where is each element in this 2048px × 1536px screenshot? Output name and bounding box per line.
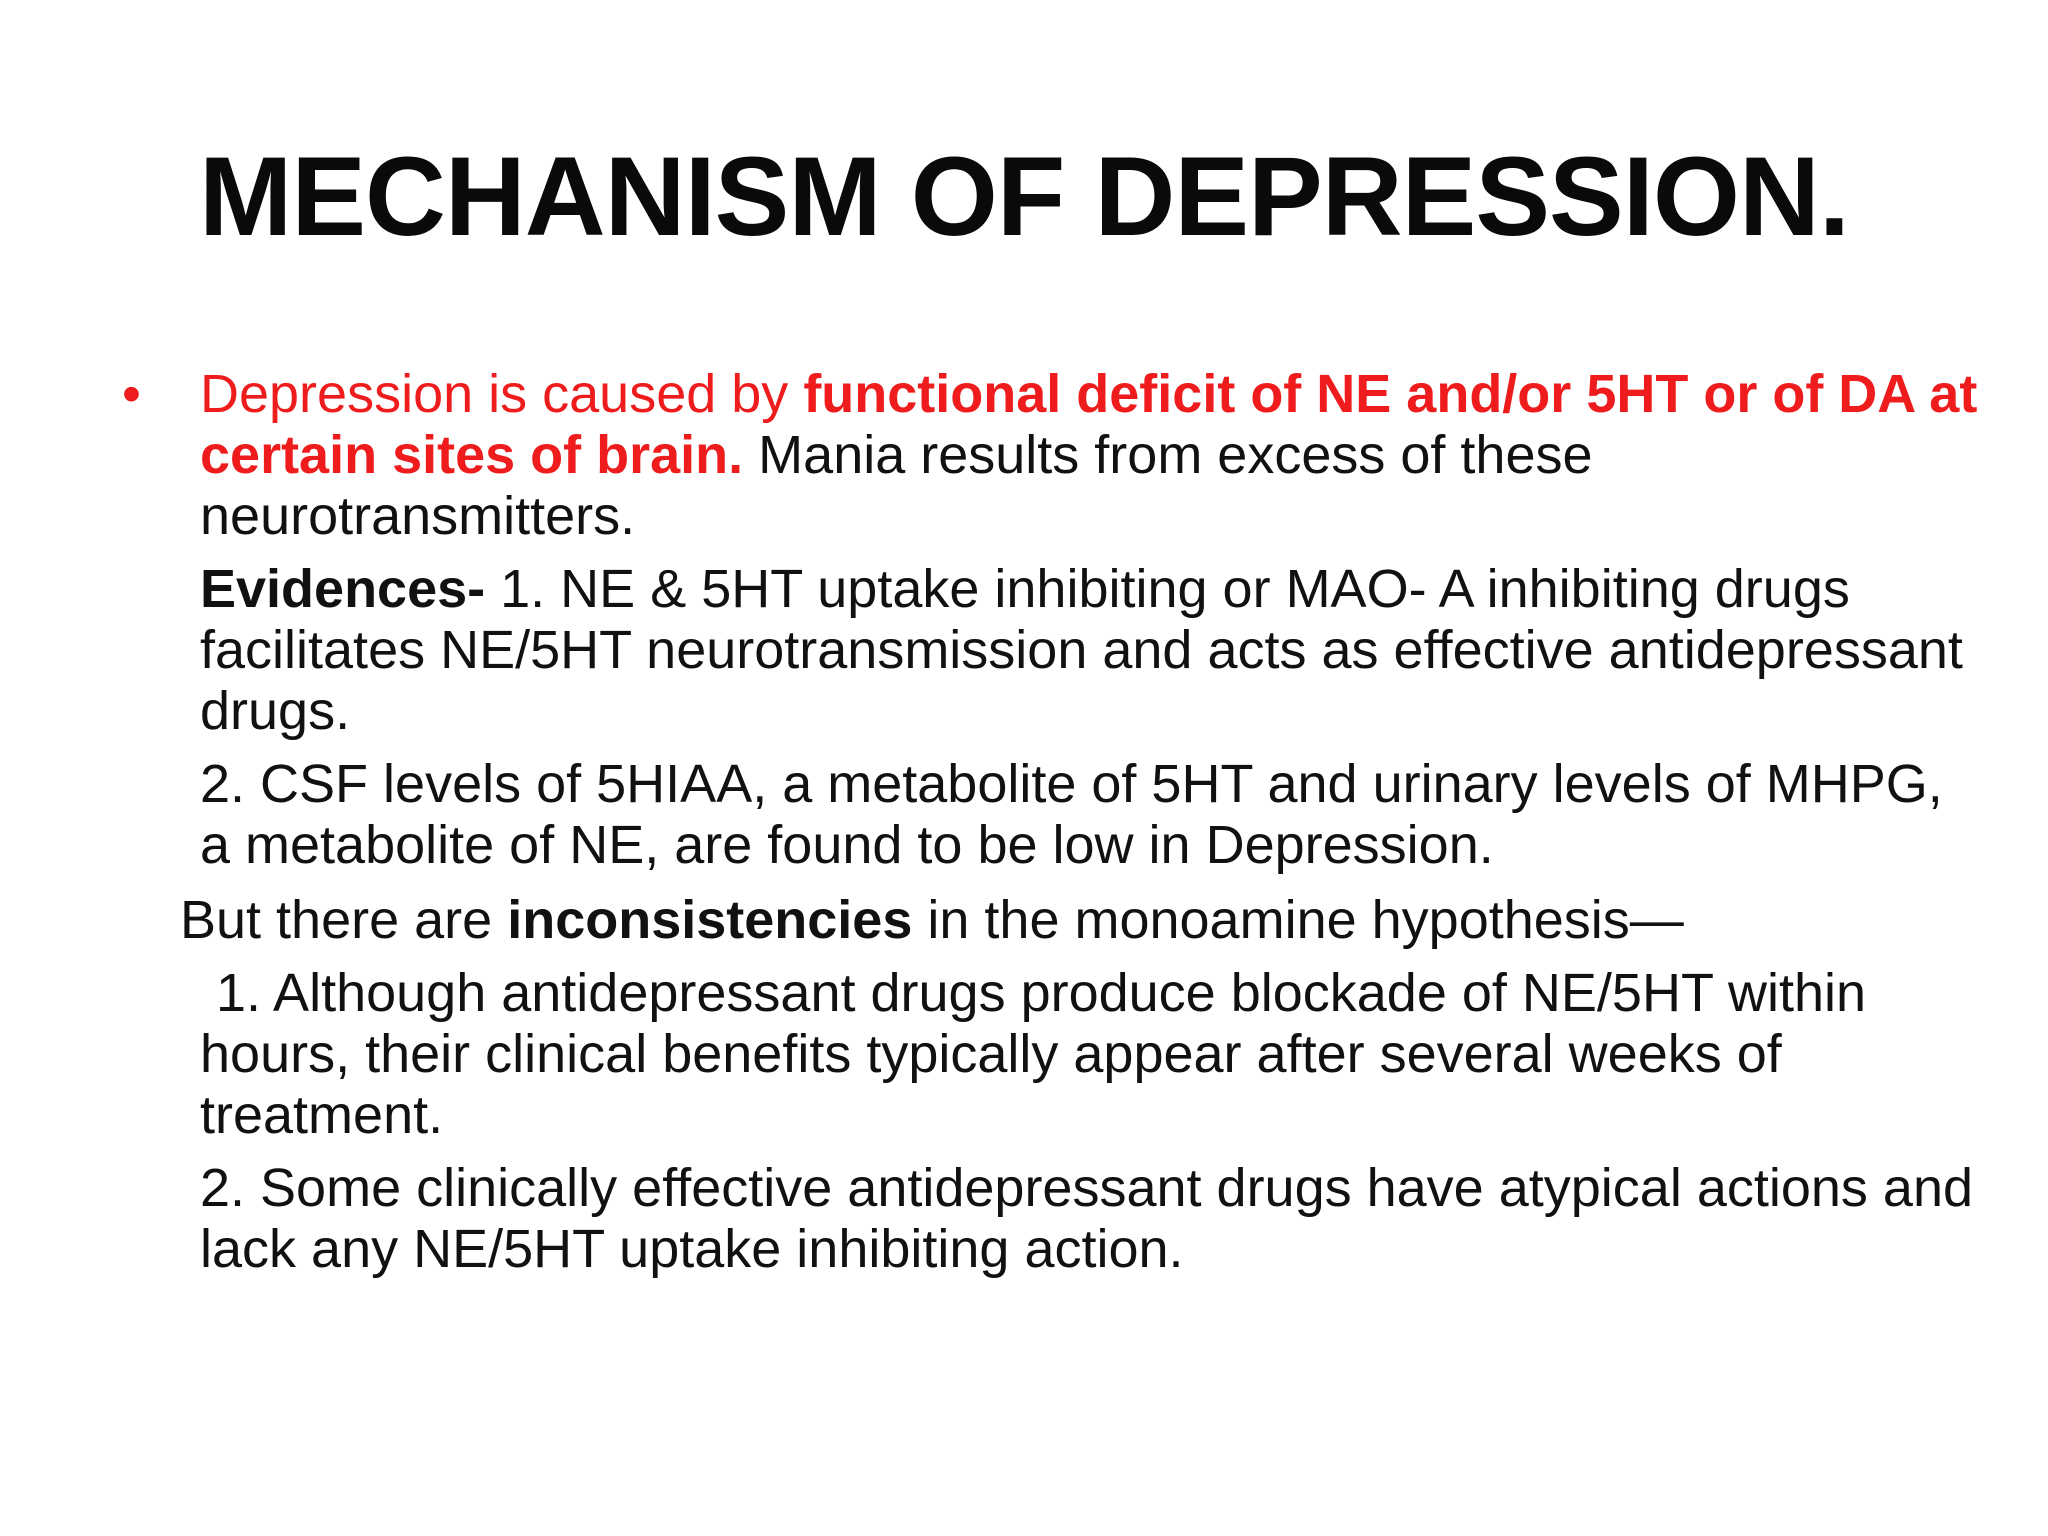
inconsistency-1-paragraph: 1. Although antidepressant drugs produce blockade of NE/5HT within hours, their clinical benefits typically appear after several weeks of treatment. bbox=[200, 963, 1867, 1145]
evidence-1-paragraph bbox=[200, 559, 1980, 742]
inconsistency-keyword: inconsistencies bbox=[507, 890, 913, 950]
intro-lead: Depression is caused by bbox=[200, 364, 804, 424]
evidence-1-text: 1. NE & 5HT uptake inhibiting or MAO- A inhibiting drugs facilitates NE/5HT neurotransmission and acts as effective antidepressant drugs. bbox=[200, 559, 1963, 741]
slide-body bbox=[180, 364, 1980, 1280]
bullet-icon: • bbox=[122, 364, 141, 424]
evidence-label: Evidences- bbox=[200, 559, 486, 619]
inconsistency-intro bbox=[180, 890, 1980, 951]
inconsistency-2-paragraph: 2. Some clinically effective antidepressant drugs have atypical actions and lack any NE/5HT uptake inhibiting action. bbox=[200, 1158, 1974, 1279]
intro-emphasis: functional deficit of NE and/or 5HT or of DA at certain sites of brain. bbox=[200, 364, 1978, 485]
inconsistency-before: But there are bbox=[180, 890, 508, 950]
intro-paragraph bbox=[200, 364, 1980, 547]
intro-rest: Mania results from excess of these neurotransmitters. bbox=[200, 425, 1593, 546]
slide-title: MECHANISM OF DEPRESSION. bbox=[199, 134, 1849, 259]
evidence-2-paragraph: 2. CSF levels of 5HIAA, a metabolite of 5HT and urinary levels of MHPG, a metabolite of NE, are found to be low in Depression. bbox=[200, 754, 1943, 875]
inconsistency-after: in the monoamine hypothesis— bbox=[912, 890, 1684, 950]
